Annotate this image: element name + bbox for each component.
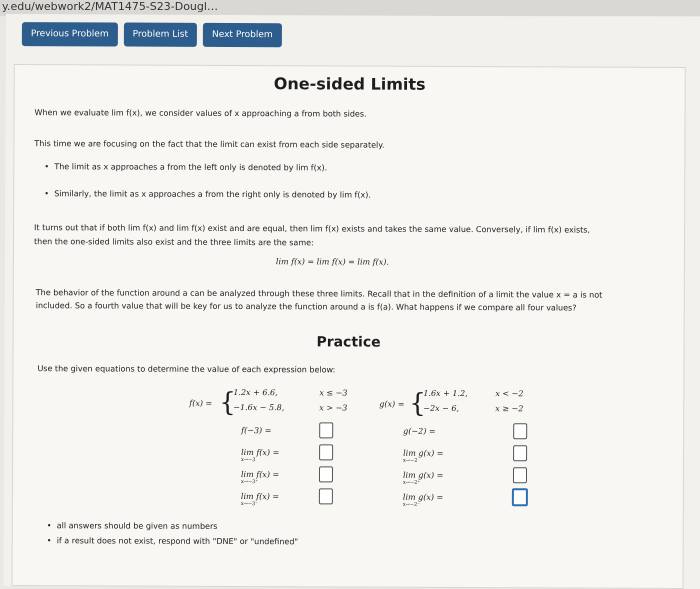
g-range-2: x ≥ −2 [495,404,524,414]
f-range-1: x ≤ −3 [319,388,348,398]
g-limit-input[interactable] [513,445,527,461]
g-left-limit-input[interactable] [512,488,528,506]
f-row-3-sub: x→−3⁺ [240,479,259,486]
g-value-input[interactable] [513,423,527,439]
f-brace: { [219,387,236,419]
g-row-3: lim g(x) = [402,470,444,480]
intro-text: When we evaluate lim f(x), we consider values of x approaching a from both sides. [34,108,367,119]
f-row-2-sub: x→−3 [241,457,256,464]
f-case-2: −1.6x − 5.8, [233,402,285,413]
practice-heading: Practice [316,334,381,351]
g-row-2: lim g(x) = [403,448,444,458]
problem-title: One-sided Limits [273,74,426,94]
note-dne: • if a result does not exist, respond with "DNE" or "undefined" [57,536,298,546]
f-row-4: lim f(x) = [240,492,280,502]
g-row-4-sub: x→−2⁻ [402,501,420,508]
focus-text: This time we are focusing on the fact that the limit can exist from each side separately. [34,139,385,150]
f-row-3: lim f(x) = [240,470,280,480]
g-row-1: g(−2) = [403,426,436,436]
problem-nav [22,22,282,47]
left-limit-bullet: • The limit as x approaches a from the left only is denoted by lim f(x). [54,162,327,172]
f-range-2: x > −3 [319,403,348,413]
f-row-2: lim f(x) = [241,448,280,458]
page [4,14,700,589]
g-brace: { [409,388,426,419]
previous-problem-button[interactable]: Previous Problem [22,22,118,46]
instructions: Use the given equations to determine the value of each expression below: [37,364,336,375]
url-bar[interactable]: y.edu/webwork2/MAT1475-S23-Dougl… [0,0,700,16]
g-right-limit-input[interactable] [513,467,527,483]
g-case-2: −2x − 6, [423,403,460,413]
problem-list-button[interactable]: Problem List [124,23,197,47]
f-row-4-sub: x→−3⁻ [240,501,258,508]
g-row-4: lim g(x) = [402,492,444,502]
f-value-input[interactable] [319,422,333,438]
right-limit-bullet: • Similarly, the limit as x approaches a from the right only is denoted by lim f(x). [54,189,371,199]
g-row-3-sub: x→−2⁺ [402,479,421,486]
equality-text-2: then the one-sided limits also exist and the three limits are the same: [33,237,314,248]
problem-panel [12,64,686,589]
f-row-1: f(−3) = [241,426,272,436]
g-row-2-sub: x→−2 [403,457,418,464]
equality-text: It turns out that if both lim f(x) and lim f(x) exist and are equal, then lim f(x) exists and takes the same value. Conversely, if lim f(x) exists, [34,223,591,235]
g-case-1: 1.6x + 1.2, [423,388,468,399]
behavior-text: The behavior of the function around a can be analyzed through these three limits. Recall that in the definition of a limit the value x = a is not [35,288,603,300]
limit-equation: lim f(x) = lim f(x) = lim f(x). [275,257,389,267]
g-range-1: x < −2 [495,389,524,399]
note-numbers: • all answers should be given as numbers [57,521,218,531]
behavior-text-2: included. So a fourth value that will be key for us to analyze the function around a is f(a). What happens if we compare all four values? [35,301,577,313]
next-problem-button[interactable]: Next Problem [203,23,282,47]
f-left-limit-input[interactable] [319,488,333,504]
f-limit-input[interactable] [319,444,333,460]
f-label: f(x) = [189,398,213,408]
g-label: g(x) = [379,399,405,409]
f-right-limit-input[interactable] [319,466,333,482]
f-case-1: 1.2x + 6.6, [233,387,278,398]
